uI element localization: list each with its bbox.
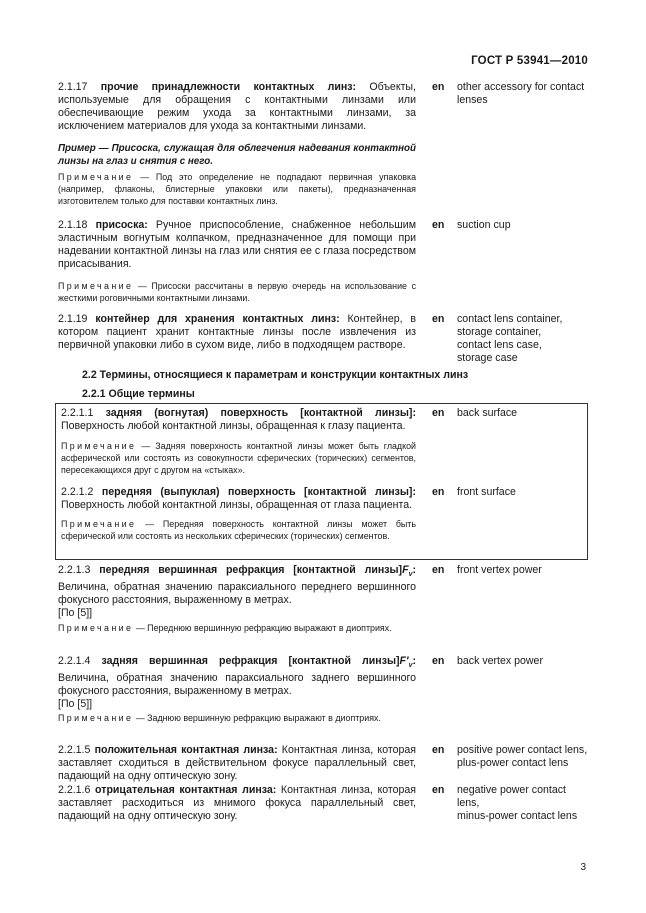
term-definition: Контактная линза, которая заставляет расходиться из мнимого фокуса параллельный свет, падающий на одну оптическую зону. — [58, 784, 416, 823]
term-definition: Величина, обратная значению параксиального переднего вершинного фокусного расстояния, выраженному в метрах. — [58, 581, 416, 607]
note-label: Примечание — [58, 172, 134, 182]
term-number: 2.1.18 — [58, 219, 88, 231]
equivalent-line: minus-power contact lens — [457, 810, 578, 823]
term-definition: Поверхность любой контактной линзы, обращенная от глаза пациента. — [61, 499, 413, 512]
lang-code: en — [432, 486, 445, 498]
note-2-1-18 — [58, 281, 416, 305]
term-symbol: F′ — [399, 655, 409, 667]
term-name: задняя (вогнутая) поверхность [контактной линзы]: — [105, 407, 416, 419]
term-definition: Ручное приспособление, снабженное небольшим эластичным вогнутым колпачком, предназначенное для помощи при надевании контактной линзы на глаз или снятия ее с глаза посредством присасывания. — [58, 219, 416, 271]
note-text: — Заднюю вершинную рефракцию выражают в диоптриях. — [135, 713, 381, 723]
section-title-2-2-1: 2.2.1 Общие термины — [82, 388, 195, 400]
equivalent-line: storage container, — [457, 326, 542, 339]
equivalent-line: lens, — [457, 797, 480, 810]
term-name: прочие принадлежности контактных линз: — [100, 81, 357, 93]
term-definition: Контактная линза, которая заставляет сходиться в действительном фокусе параллельный свет, падающий на одну оптическую зону. — [58, 744, 416, 783]
note-label: Примечание — [58, 281, 134, 291]
lang-code: en — [432, 564, 445, 576]
term-text — [61, 407, 416, 433]
term-number: 2.1.19 — [58, 313, 88, 325]
lang-code: en — [432, 407, 445, 419]
lang-code: en — [432, 81, 445, 93]
term-reference: [По [5]] — [58, 607, 93, 620]
term-definition: Поверхность любой контактной линзы, обращенная к глазу пациента. — [61, 420, 406, 433]
term-name: передняя вершинная рефракция [контактной линзы] — [99, 564, 403, 576]
english-equivalent: back vertex power — [457, 655, 543, 667]
english-equivalent: front surface — [457, 486, 516, 498]
note-2-2-1-2 — [61, 519, 416, 543]
english-equivalent: suction cup — [457, 219, 511, 231]
example-text: Пример — Присоска, служащая для облегчения надевания контактной линзы на глаз и снятия с него. — [58, 143, 416, 167]
term-name: положительная контактная линза: — [94, 744, 278, 756]
equivalent-line: positive power contact lens, — [457, 744, 588, 756]
term-number: 2.1.17 — [58, 81, 88, 93]
term-definition: Величина, обратная значению параксиального заднего вершинного фокусного расстояния, выраженному в метрах. — [58, 672, 416, 698]
term-text — [58, 744, 416, 783]
term-text — [58, 219, 416, 271]
term-number: 2.2.1.5 — [58, 744, 91, 756]
equivalent-line: contact lens container, — [457, 313, 563, 325]
term-text — [58, 784, 416, 823]
term-number: 2.2.1.6 — [58, 784, 91, 796]
term-text — [61, 486, 416, 512]
term-text — [58, 81, 416, 133]
english-equivalent — [457, 784, 592, 823]
note-2-2-1-1 — [61, 441, 416, 476]
term-name: присоска: — [95, 219, 148, 231]
note-label: Примечание — [61, 441, 137, 451]
term-text — [58, 313, 416, 352]
term-reference: [По [5]] — [58, 698, 93, 711]
equivalent-line: plus-power contact lens — [457, 757, 569, 770]
term-symbol-subscript: v — [408, 662, 413, 670]
term-name: отрицательная контактная линза: — [95, 784, 277, 796]
note-text: — Переднюю вершинную рефракцию выражают в диоптриях. — [135, 623, 392, 633]
lang-code: en — [432, 784, 445, 796]
english-equivalent — [457, 313, 592, 365]
page-number: 3 — [580, 862, 586, 873]
lang-code: en — [432, 655, 445, 667]
term-number: 2.2.1.4 — [58, 655, 91, 667]
lang-code: en — [432, 219, 445, 231]
term-symbol-subscript: v — [408, 571, 413, 579]
note-text: — Задняя поверхность контактной линзы может быть гладкой асферической или состоять из совокупности сферических (торических) сегментов, пересекающихся друг с другом на «стыках». — [61, 441, 416, 475]
note-label: Примечание — [58, 713, 134, 723]
standard-header: ГОСТ Р 53941—2010 — [471, 55, 588, 67]
equivalent-line: contact lens case, — [457, 339, 542, 352]
english-equivalent — [457, 744, 592, 770]
term-name: контейнер для хранения контактных линз: — [95, 313, 340, 325]
term-text: 2.2.1.3 передняя вершинная рефракция [контактной $линзы]F_v$: Величина, обратная значению параксиального переднего вершинного фокусного расстояния, выраженному в метрах. [По [5]] — [58, 564, 417, 620]
section-title-2-2: 2.2 Термины, относящиеся к параметрам и конструкции контактных линз — [82, 369, 469, 381]
note-label: Примечание — [61, 519, 137, 529]
note-label: Примечание — [58, 623, 134, 633]
english-equivalent: back surface — [457, 407, 518, 419]
note-text: — Присоски рассчитаны в первую очередь на использование с жесткими роговичными контактными линзами. — [58, 281, 417, 303]
term-text: 2.2.1.4 задняя вершинная рефракция [контактной $линзы]F'_v$: Величина, обратная значению параксиального заднего вершинного фокусного расстояния, выраженному в метрах. [По [5]] — [58, 655, 416, 711]
term-name: задняя вершинная рефракция [контактной линзы] — [101, 655, 400, 667]
english-equivalent: front vertex power — [457, 564, 542, 576]
equivalent-line: storage case — [457, 352, 518, 365]
term-number: 2.2.1.1 — [61, 407, 94, 419]
term-definition: Объекты, используемые для обращения с контактными линзами или обеспечивающие режим ухода за контактными линзами, за исключением материалов для ухода за контактными линзами. — [58, 81, 416, 133]
note-2-2-1-4 — [58, 713, 416, 725]
note-text: — Передняя поверхность контактной линзы может быть сферической или состоять из нескольких сферических (торических) сегментов. — [61, 519, 416, 541]
note-2-1-17 — [58, 172, 416, 207]
term-number: 2.2.1.3 — [58, 564, 91, 576]
equivalent-line: negative power contact — [457, 784, 566, 796]
lang-code: en — [432, 744, 445, 756]
term-name: передняя (выпуклая) поверхность [контактной линзы]: — [101, 486, 416, 498]
term-number: 2.2.1.2 — [61, 486, 94, 498]
term-symbol: F — [402, 564, 409, 576]
note-text: — Под это определение не подпадают первичная упаковка (например, флаконы, блистерные упаковки или пакеты), предназначенная изготовителем только для поставки контактных линз. — [58, 172, 417, 206]
note-2-2-1-3 — [58, 623, 416, 635]
lang-code: en — [432, 313, 445, 325]
term-definition: Контейнер, в котором пациент хранит контактные линзы после извлечения из первичной упаковки либо в сухом виде, либо в подходящем растворе. — [58, 313, 417, 352]
english-equivalent: other accessory for contact lenses — [457, 81, 585, 107]
